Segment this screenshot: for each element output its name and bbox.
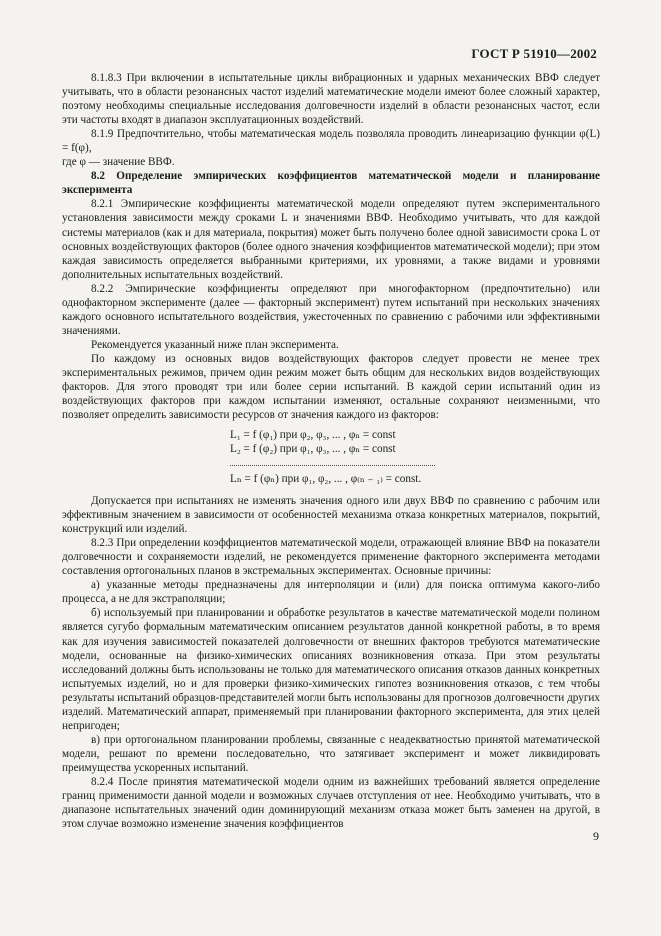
list-item-v: в) при ортогональном планировании проблемы, связанные с неадекватностью принятой математической модели, решают по времени последовательно, что затягивает эксперимент и может ликвидировать преимущества ускоренных испытаний. [62,733,600,774]
document-body [62,71,600,831]
paragraph-8-2-2: 8.2.2 Эмпирические коэффициенты определяют при многофакторном (предпочтительно) или однофакторном эксперименте (далее — факторный эксперимент) путем испытаний при нескольких значениях каждого основного испытательного воздействия, ужесточенных по сравнению с рабочими или эффективными значениями. [62,282,600,337]
paragraph-8-1-9: 8.1.9 Предпочтительно, чтобы математическая модель позволяла проводить линеаризацию функции φ(L) = f(φ), [62,128,600,155]
paragraph-experimental-modes: По каждому из основных видов воздействующих факторов следует провести не менее трех экспериментальных режимов, причем один режим может быть общим для нескольких видов воздействующих факторов. Для этого проводят три или более серии испытаний. В каждой серии испытаний один из воздействующих факторов при каждом испытании изменяют, остальные сохраняют неизменными, что позволяет определить зависимости ресурсов от значения каждого из факторов: [62,352,600,422]
paragraph-plan-recommended: Рекомендуется указанный ниже план эксперимента. [91,338,339,351]
formula-ellipsis-divider [230,457,435,466]
paragraph-8-2-3: 8.2.3 При определении коэффициентов математической модели, отражающей влияние ВВФ на показатели долговечности и сохраняемости изделий, не рекомендуется применение факторного эксперимента методами составления ортогональных планов в экстремальных экспериментах. Основные причины: [62,537,600,578]
list-item-a: а) указанные методы предназначены для интерполяции и (или) для поиска оптимума какого-либо процесса, а не для экстраполяции; [62,579,600,606]
formula-line: L₂ = f (φ₂) при φ₁, φ₃, ... , φₙ = const [230,443,396,456]
formula-line: L₁ = f (φ₁) при φ₂, φ₃, ... , φₙ = const [230,429,396,442]
formula-block [62,428,600,486]
formula-line: Lₙ = f (φₙ) при φ₁, φ₂, ... , φ₍ₙ ₋ ₁₎ = const. [230,472,422,485]
page-number: 9 [593,829,599,843]
section-heading-8-2: 8.2 Определение эмпирических коэффициентов математической модели и планирование эксперимента [62,170,600,197]
paragraph-allowed: Допускается при испытаниях не изменять значения одного или двух ВВФ по сравнению с рабочим или эффективным значением в зависимости от особенностей механизма отказа конкретных материалов, покрытий, конструкций или изделий. [62,495,600,536]
document-header: ГОСТ Р 51910—2002 [471,46,597,61]
paragraph-8-2-4: 8.2.4 После принятия математической модели одним из важнейших требований является определение границ применимости данной модели и возможных случаев отступления от нее. Необходимо учитывать, что в диапазоне испытательных значений один доминирующий механизм отказа может быть заменен на другой, в этом случае возможно изменение значения коэффициентов [62,776,600,831]
paragraph-8-1-8-3: 8.1.8.3 При включении в испытательные циклы вибрационных и ударных механических ВВФ следует учитывать, что в области резонансных частот изделий математические модели имеют более сложный характер, поэтому необходимы специальные исследования долговечности изделий в области резонансных частот, если эти частоты входят в диапазон эксплуатационных воздействий. [62,72,600,127]
list-item-b: б) используемый при планировании и обработке результатов в качестве математической модели полином является сугубо формальным математическим описанием результатов данной конкретной работы, в то время как для изучения зависимостей показателей долговечности от внешних факторов требуются математические модели, основанные на физико-химических описаниях возникновения отказа. При этом результаты исследований должны быть использованы не только для математического описания отказов данных конкретных испытуемых изделий, но и для проверки физико-химических гипотез возникновения отказов, с тем чтобы результаты испытаний образцов-представителей могли быть использованы для прогнозов долговечности других изделий. Математический аппарат, применяемый при планировании факторного эксперимента, для этих целей непригоден; [62,607,600,732]
paragraph-where-phi: где φ — значение ВВФ. [62,156,175,169]
paragraph-8-2-1: 8.2.1 Эмпирические коэффициенты математической модели определяют путем экспериментального установления зависимости между сроками L и значениями ВВФ. Необходимо учитывать, что для каждой системы материалов (как и для материала, покрытия) может быть получено более одной зависимости срока L от основных воздействующих факторов (более одного значения коэффициентов математической модели); при этом каждая зависимость определяется выбранными критериями, их уровнями, а также видами и уровнями дополнительных испытательных воздействий. [62,198,600,281]
